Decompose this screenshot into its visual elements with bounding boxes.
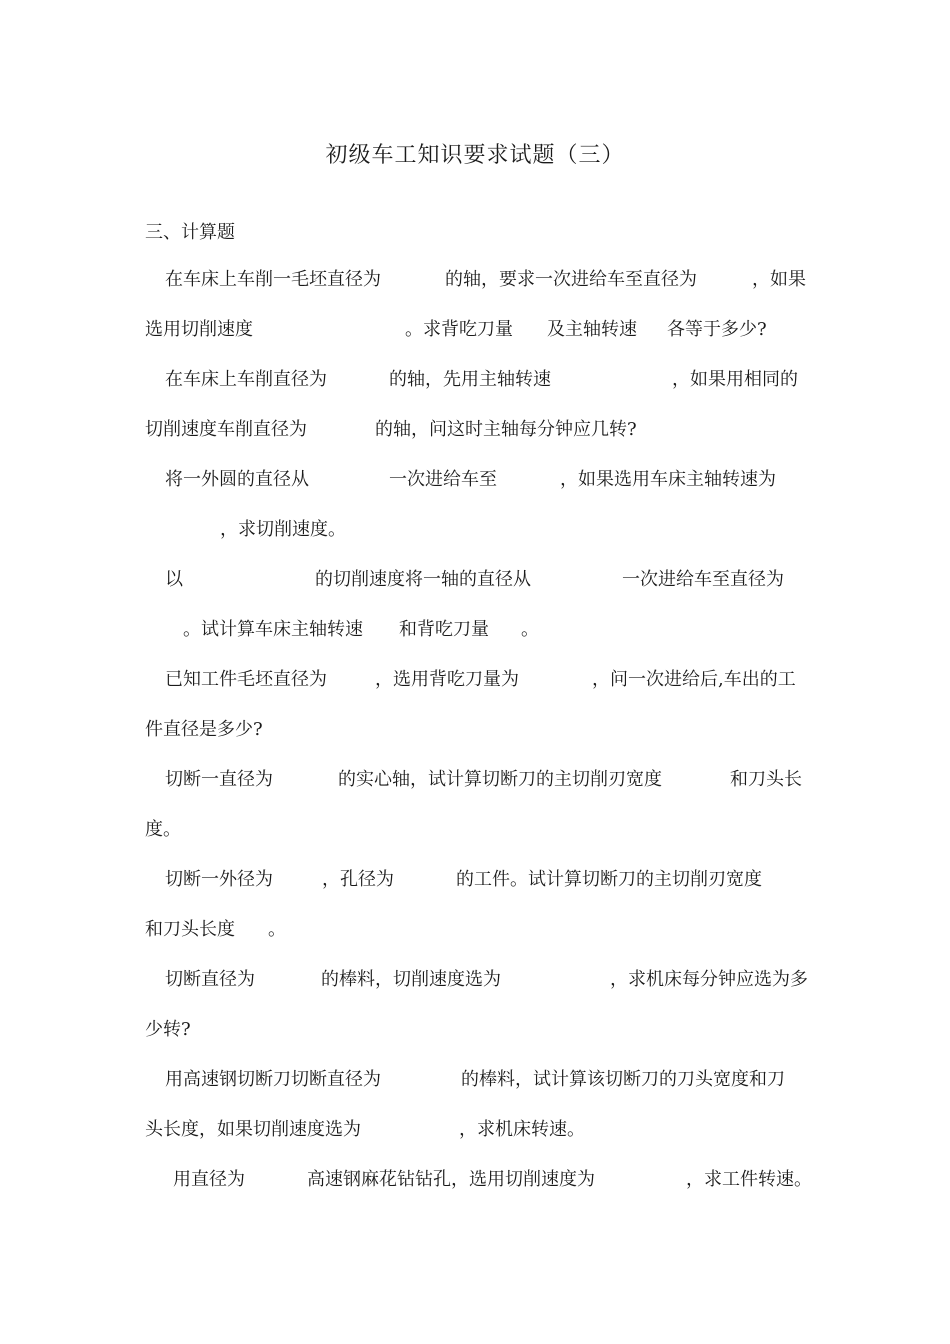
- text-segment: 的切削速度将一轴的直径从: [315, 569, 531, 590]
- text-segment: 用直径为: [173, 1169, 245, 1190]
- text-segment: 。求背吃刀量: [405, 319, 513, 340]
- text-segment: ，求机床转速。: [459, 1119, 585, 1140]
- text-line: [0, 618, 950, 642]
- text-segment: ，求切削速度。: [220, 519, 346, 540]
- text-segment: 在车床上车削直径为: [165, 369, 327, 390]
- text-segment: ，问一次进给后,车出的工: [592, 669, 796, 690]
- text-segment: 的轴，先用主轴转速: [389, 369, 551, 390]
- text-segment: 以: [165, 569, 183, 590]
- text-segment: ，如果选用车床主轴转速为: [560, 469, 776, 490]
- text-line: [0, 718, 950, 742]
- text-segment: ，求工件转速。: [686, 1169, 812, 1190]
- text-segment: ，如果用相同的: [672, 369, 798, 390]
- text-segment: 及主轴转速: [547, 319, 637, 340]
- text-line: [0, 1018, 950, 1042]
- text-segment: 的轴，要求一次进给车至直径为: [445, 269, 697, 290]
- text-line: [0, 318, 950, 342]
- text-segment: 。: [268, 919, 286, 940]
- text-segment: 头长度，如果切削速度选为: [145, 1119, 361, 1140]
- text-line: [0, 268, 950, 292]
- text-line: [0, 418, 950, 442]
- text-line: [0, 368, 950, 392]
- text-segment: 高速钢麻花钻钻孔，选用切削速度为: [307, 1169, 595, 1190]
- text-segment: 。试计算车床主轴转速: [183, 619, 363, 640]
- text-segment: 用高速钢切断刀切断直径为: [165, 1069, 381, 1090]
- text-segment: 少转?: [145, 1019, 191, 1040]
- section-heading: 三、计算题: [145, 222, 235, 243]
- text-segment: ，选用背吃刀量为: [375, 669, 519, 690]
- text-line: [0, 668, 950, 692]
- text-segment: 和背吃刀量: [399, 619, 489, 640]
- text-line: [0, 1168, 950, 1192]
- text-segment: 切断直径为: [165, 969, 255, 990]
- text-segment: 件直径是多少?: [145, 719, 263, 740]
- text-segment: 切断一外径为: [165, 869, 273, 890]
- text-segment: 将一外圆的直径从: [165, 469, 309, 490]
- text-line: [0, 1068, 950, 1092]
- text-line: [0, 768, 950, 792]
- text-segment: 一次进给车至: [389, 469, 497, 490]
- text-segment: 各等于多少?: [667, 319, 767, 340]
- page-title: 初级车工知识要求试题（三）: [325, 143, 625, 168]
- text-segment: 的实心轴，试计算切断刀的主切削刃宽度: [338, 769, 662, 790]
- text-segment: ，如果: [752, 269, 806, 290]
- text-line: [0, 918, 950, 942]
- text-segment: 度。: [145, 819, 181, 840]
- text-segment: 选用切削速度: [145, 319, 253, 340]
- text-line: [0, 868, 950, 892]
- text-segment: 已知工件毛坯直径为: [165, 669, 327, 690]
- text-segment: 在车床上车削一毛坯直径为: [165, 269, 381, 290]
- text-segment: 和刀头长度: [145, 919, 235, 940]
- text-line: [0, 968, 950, 992]
- text-segment: 切断一直径为: [165, 769, 273, 790]
- text-line: [0, 468, 950, 492]
- text-segment: 的棒料，切削速度选为: [321, 969, 501, 990]
- text-segment: 切削速度车削直径为: [145, 419, 307, 440]
- text-line: [0, 568, 950, 592]
- text-line: [0, 1118, 950, 1142]
- text-segment: 一次进给车至直径为: [622, 569, 784, 590]
- text-segment: 。: [521, 619, 539, 640]
- text-segment: 和刀头长: [730, 769, 802, 790]
- text-segment: 的工件。试计算切断刀的主切削刃宽度: [456, 869, 762, 890]
- text-line: [0, 818, 950, 842]
- text-segment: 的棒料，试计算该切断刀的刀头宽度和刀: [461, 1069, 785, 1090]
- text-segment: ，求机床每分钟应选为多: [610, 969, 808, 990]
- text-segment: ，孔径为: [322, 869, 394, 890]
- text-line: [0, 518, 950, 542]
- text-segment: 的轴，问这时主轴每分钟应几转?: [375, 419, 637, 440]
